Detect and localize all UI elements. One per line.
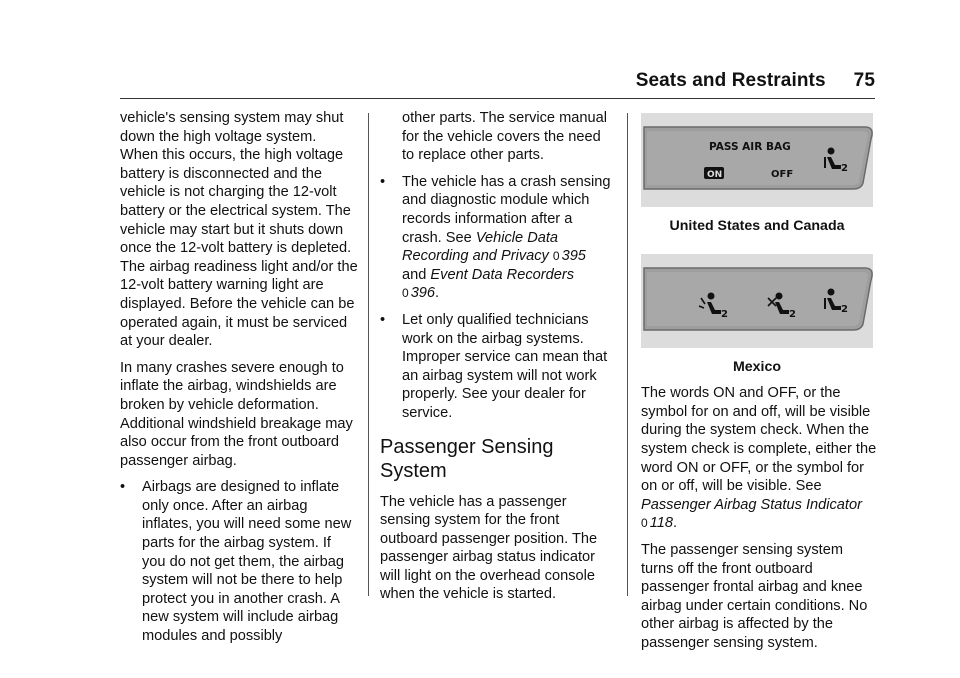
pass-air-bag-label: PASS AIR BAG bbox=[709, 141, 791, 153]
page-ref-icon: 0 bbox=[552, 249, 560, 264]
bullet-text-part: The vehicle has a crash sensing and diagnostic module which records information after a crash. See bbox=[402, 173, 611, 246]
paragraph-sensing-turns-off: The passenger sensing system turns off the front outboard passenger frontal airbag and knee airbag under certain conditions. No other airbag is affected by the passenger sensing system. bbox=[641, 541, 868, 651]
bullet-text: Let only qualified technicians work on the airbag systems. Improper service can mean that an airbag system will not work properly. See your dealer for service. bbox=[402, 311, 608, 421]
list-item-continued bbox=[380, 109, 612, 165]
bullet-text: other parts. The service manual for the vehicle covers the need to replace other parts. bbox=[402, 110, 607, 164]
seat-number: 2 bbox=[841, 303, 848, 315]
bullet-text bbox=[402, 173, 612, 303]
column-1 bbox=[120, 109, 358, 654]
section-heading: Passenger Sensing System bbox=[380, 435, 554, 482]
list-item bbox=[380, 173, 612, 303]
reference-link-event-data[interactable]: Event Data Recorders bbox=[430, 266, 574, 283]
bullet-mark: • bbox=[380, 173, 386, 190]
paragraph-windshield: In many crashes severe enough to inflate the airbag, windshields are broken by vehicle deformation. Additional windshield breakage may also occur from the front outboard passenger airbag. bbox=[120, 359, 353, 469]
indicator-panel-graphic bbox=[641, 113, 873, 207]
column-2 bbox=[380, 109, 612, 612]
header-divider bbox=[120, 98, 875, 99]
on-indicator-text: ON bbox=[707, 170, 723, 180]
seat-number: 2 bbox=[789, 308, 796, 320]
bullet-spacer bbox=[380, 109, 402, 165]
page-ref-number[interactable]: 118 bbox=[649, 515, 673, 532]
panel-face bbox=[647, 272, 868, 326]
paragraph-words-on-off bbox=[641, 384, 877, 533]
punctuation: . bbox=[435, 285, 440, 302]
caption-us-canada: United States and Canada bbox=[669, 218, 845, 234]
bullet-text-part: and bbox=[402, 266, 427, 283]
section-name: Seats and Restraints bbox=[635, 70, 826, 91]
page-ref-number[interactable]: 396 bbox=[410, 285, 436, 302]
airbag-indicator-us-canada bbox=[641, 113, 873, 207]
page-ref-icon: 0 bbox=[402, 286, 409, 301]
paragraph-sensing: The vehicle has a passenger sensing system for the front outboard passenger position. The passenger airbag status indicator will light on the overhead console when the vehicle is started. bbox=[380, 493, 598, 603]
paragraph-high-voltage: vehicle's sensing system may shut down the high voltage system. When this occurs, the high voltage battery is disconnected and the vehicle is not charging the 12-volt battery or the electrical system. The vehicle may start but it shuts down once the 12-volt battery is depleted. The airbag readiness light and/or the 12-volt battery warning light are displayed. Before the vehicle can be operated again, it must be serviced at your dealer. bbox=[120, 110, 358, 350]
column-divider-1 bbox=[368, 113, 369, 596]
seat-number: 2 bbox=[841, 163, 848, 174]
paragraph-text: The words ON and OFF, or the symbol for on and off, will be visible during the system check. When the system check is complete, either the word ON or OFF, or the symbol for on or off, will be visible. See bbox=[641, 385, 877, 495]
section-title bbox=[636, 70, 875, 92]
indicator-panel-graphic bbox=[641, 254, 873, 348]
column-divider-2 bbox=[627, 113, 628, 596]
seat-number: 2 bbox=[721, 308, 728, 320]
list-item bbox=[380, 311, 612, 423]
off-indicator-text: OFF bbox=[771, 169, 794, 180]
punctuation: . bbox=[672, 515, 678, 532]
reference-link-status-indicator[interactable]: Passenger Airbag Status Indicator bbox=[641, 496, 862, 513]
page-ref-icon: 0 bbox=[641, 516, 648, 531]
bullet-mark: • bbox=[380, 311, 386, 328]
list-item bbox=[120, 478, 358, 645]
bullet-text: Airbags are designed to inflate only once. After an airbag inflates, you will need some new parts for the airbag system. If you do not get them, the airbag system will not be there to help protect you in another crash. A new system will include airbag modules and possibly bbox=[142, 479, 352, 645]
page-ref-number[interactable]: 395 bbox=[561, 248, 586, 265]
bullet-mark: • bbox=[120, 479, 126, 496]
caption-mexico: Mexico bbox=[732, 358, 782, 375]
airbag-indicator-mexico bbox=[641, 254, 873, 348]
column-3 bbox=[641, 113, 879, 661]
page-number: 75 bbox=[853, 70, 875, 91]
reference-link-vehicle-data[interactable]: Vehicle Data Recording and Privacy bbox=[402, 229, 559, 265]
panel-face bbox=[647, 131, 868, 185]
